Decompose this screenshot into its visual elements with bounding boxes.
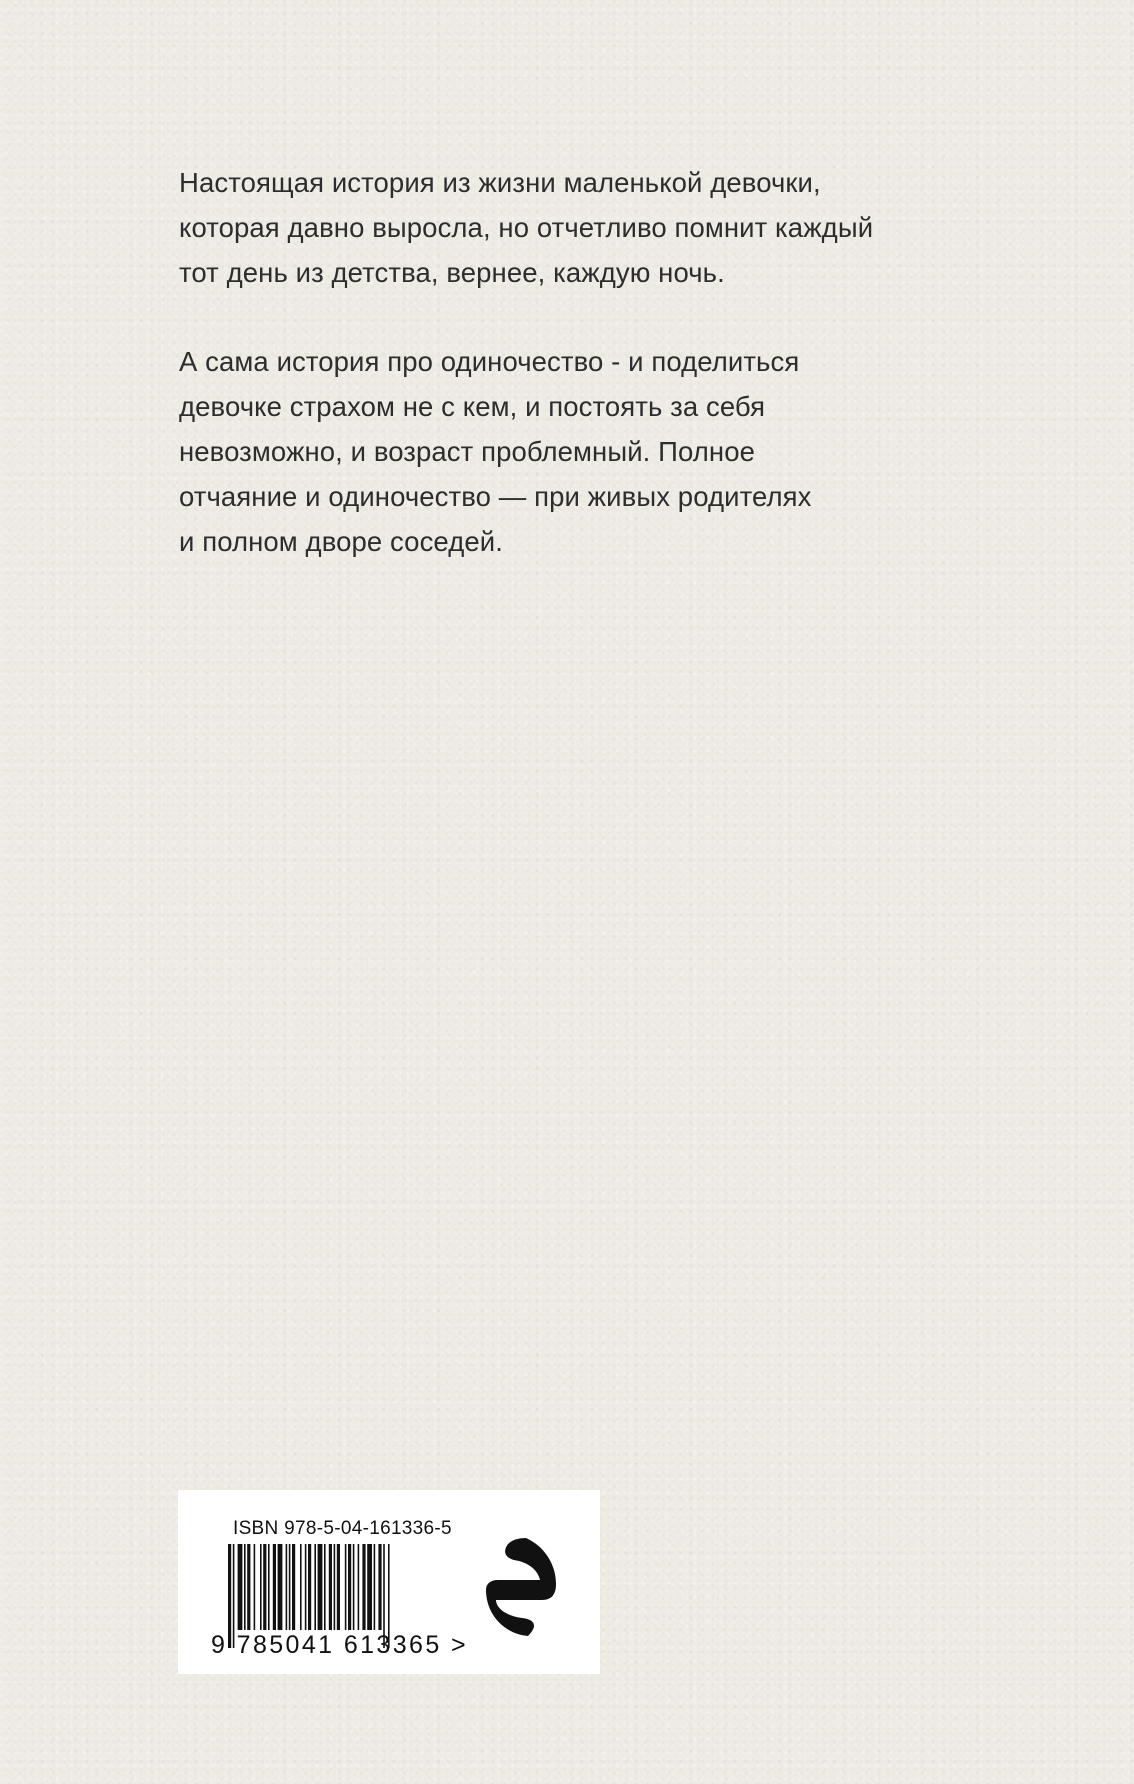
annotation-line: Настоящая история из жизни маленькой девочки, xyxy=(179,167,821,198)
barcode-bar xyxy=(289,1544,291,1630)
barcode-bar xyxy=(334,1544,336,1630)
barcode-bar xyxy=(292,1544,295,1630)
barcode-bar xyxy=(362,1544,365,1630)
annotation-line: А сама история про одиночество - и поделиться xyxy=(179,346,800,377)
annotation-paragraph-2 xyxy=(179,339,939,564)
barcode-bar xyxy=(324,1544,326,1630)
barcode-bar xyxy=(348,1544,351,1630)
barcode-digits: 9 785041 613365 > xyxy=(211,1631,468,1659)
barcode-bar xyxy=(367,1544,372,1630)
isbn-label: ISBN 978-5-04-161336-5 xyxy=(233,1518,452,1539)
barcode-bar xyxy=(247,1544,250,1630)
barcode-bar xyxy=(300,1544,302,1630)
annotation-line: тот день из детства, вернее, каждую ночь. xyxy=(179,257,725,288)
barcode-bar xyxy=(337,1544,340,1630)
barcode-bar xyxy=(358,1544,360,1630)
annotation-paragraph-1 xyxy=(179,160,939,295)
barcode-bar xyxy=(263,1544,266,1630)
annotation-line: которая давно выросла, но отчетливо помнит каждый xyxy=(179,212,874,243)
annotation-line: и полном дворе соседей. xyxy=(179,526,503,557)
annotation-text xyxy=(179,160,939,564)
annotation-line: отчаяние и одиночество — при живых родителях xyxy=(179,481,812,512)
barcode-bar xyxy=(260,1544,262,1630)
barcode-bar xyxy=(374,1544,376,1630)
barcode-bar xyxy=(305,1544,307,1630)
barcode-bar xyxy=(345,1544,347,1630)
barcode-bar xyxy=(244,1544,246,1630)
barcode-bar xyxy=(314,1544,316,1630)
barcode-bar xyxy=(329,1544,332,1630)
annotation-line: девочке страхом не с кем, и постоять за себя xyxy=(179,391,766,422)
barcode-bar xyxy=(273,1544,276,1630)
barcode-panel xyxy=(178,1490,600,1674)
barcode-bar xyxy=(378,1544,381,1630)
barcode-bar xyxy=(318,1544,323,1630)
barcode-bar xyxy=(278,1544,283,1630)
barcode-bar xyxy=(268,1544,270,1630)
barcode-bar xyxy=(254,1544,256,1630)
barcode-bar xyxy=(308,1544,311,1630)
barcode-bar xyxy=(238,1544,243,1630)
eksmo-logo-icon xyxy=(482,1534,560,1640)
barcode-bar xyxy=(286,1544,288,1630)
annotation-line: невозможно, и возраст проблемный. Полное xyxy=(179,436,756,467)
barcode-bar xyxy=(353,1544,355,1630)
